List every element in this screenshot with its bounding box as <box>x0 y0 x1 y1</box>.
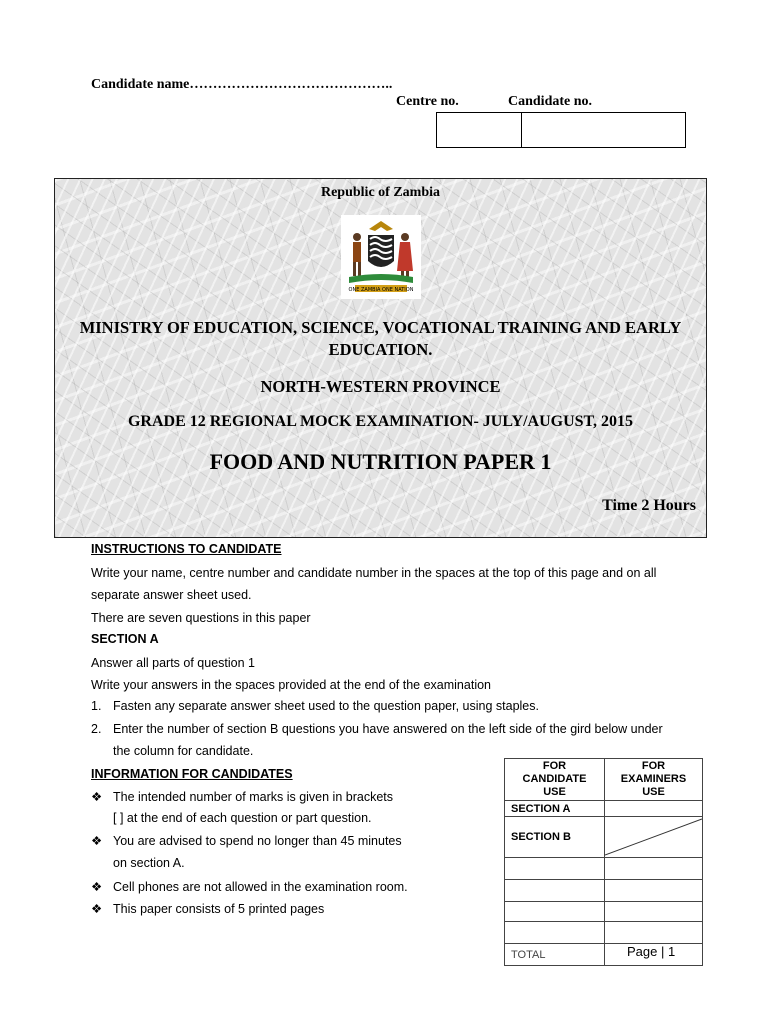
grid-cell <box>505 858 605 880</box>
bullet-text: You are advised to spend no longer than 45 minutes <box>113 834 402 848</box>
bullet-item <box>91 833 402 848</box>
bullet-item <box>91 879 408 894</box>
item-number: 2. <box>91 722 102 736</box>
diamond-bullet-icon: ❖ <box>91 790 103 804</box>
ministry-title: MINISTRY OF EDUCATION, SCIENCE, VOCATIONAL TRAINING AND EARLY EDUCATION. <box>79 318 682 359</box>
title-banner <box>54 178 707 538</box>
coat-of-arms-icon <box>341 215 421 299</box>
numbered-item <box>91 722 663 736</box>
information-heading: INFORMATION FOR CANDIDATES <box>91 767 293 781</box>
section-a-examiner-cell <box>605 801 703 817</box>
bullet-text: This paper consists of 5 printed pages <box>113 902 325 916</box>
section-b-examiner-cell <box>605 817 703 858</box>
total-label: TOTAL <box>505 944 605 966</box>
marks-grid <box>504 758 703 966</box>
instruction-line: Write your answers in the spaces provided at the end of the examination <box>91 678 491 692</box>
grid-cell <box>505 922 605 944</box>
diamond-bullet-icon: ❖ <box>91 902 103 916</box>
section-a-label: SECTION A <box>505 801 605 817</box>
svg-text:ONE ZAMBIA ONE NATION: ONE ZAMBIA ONE NATION <box>348 287 414 293</box>
bullet-item <box>91 789 393 804</box>
instruction-line: There are seven questions in this paper <box>91 611 311 625</box>
exam-title: GRADE 12 REGIONAL MOCK EXAMINATION- JULY/AUGUST, 2015 <box>127 413 634 430</box>
diagonal-line-icon <box>605 817 702 857</box>
grid-cell <box>605 922 703 944</box>
instruction-line: Write your name, centre number and candidate number in the spaces at the top of this page and on all <box>91 566 657 580</box>
grid-cell <box>505 902 605 922</box>
grid-cell <box>605 902 703 922</box>
instruction-line: separate answer sheet used. <box>91 588 252 602</box>
examiners-use-header: FOR EXAMINERS USE <box>605 759 703 801</box>
candidate-no-label: Candidate no. <box>508 94 593 109</box>
paper-title: FOOD AND NUTRITION PAPER 1 <box>209 449 552 474</box>
bullet-text: Cell phones are not allowed in the examination room. <box>113 880 408 894</box>
item-text: Enter the number of section B questions you have answered on the left side of the gird below under <box>113 722 663 736</box>
centre-no-box <box>436 112 522 148</box>
diamond-bullet-icon: ❖ <box>91 880 103 894</box>
centre-no-label: Centre no. <box>396 94 459 109</box>
section-a-heading: SECTION A <box>91 632 159 646</box>
candidate-use-header: FOR CANDIDATE USE <box>505 759 605 801</box>
bullet-text-continued: [ ] at the end of each question or part question. <box>113 811 372 825</box>
province-title: NORTH-WESTERN PROVINCE <box>260 377 501 396</box>
grid-cell <box>605 880 703 902</box>
bullet-text-continued: on section A. <box>113 856 185 870</box>
republic-title: Republic of Zambia <box>320 185 440 200</box>
item-number: 1. <box>91 699 102 713</box>
section-b-label: SECTION B <box>505 817 605 858</box>
candidate-name-label: Candidate name…………………………………….. <box>91 77 393 92</box>
bullet-item <box>91 901 324 916</box>
bullet-text: The intended number of marks is given in brackets <box>113 790 393 804</box>
item-text-continued: the column for candidate. <box>113 744 254 758</box>
numbered-item <box>91 699 539 713</box>
candidate-no-box <box>521 112 686 148</box>
page-number: Page | 1 <box>627 944 676 959</box>
time-allowed: Time 2 Hours <box>602 497 696 514</box>
diamond-bullet-icon: ❖ <box>91 834 103 848</box>
instruction-line: Answer all parts of question 1 <box>91 656 255 670</box>
grid-cell <box>505 880 605 902</box>
grid-cell <box>605 858 703 880</box>
instructions-heading: INSTRUCTIONS TO CANDIDATE <box>91 542 282 556</box>
item-text: Fasten any separate answer sheet used to the question paper, using staples. <box>113 699 539 713</box>
